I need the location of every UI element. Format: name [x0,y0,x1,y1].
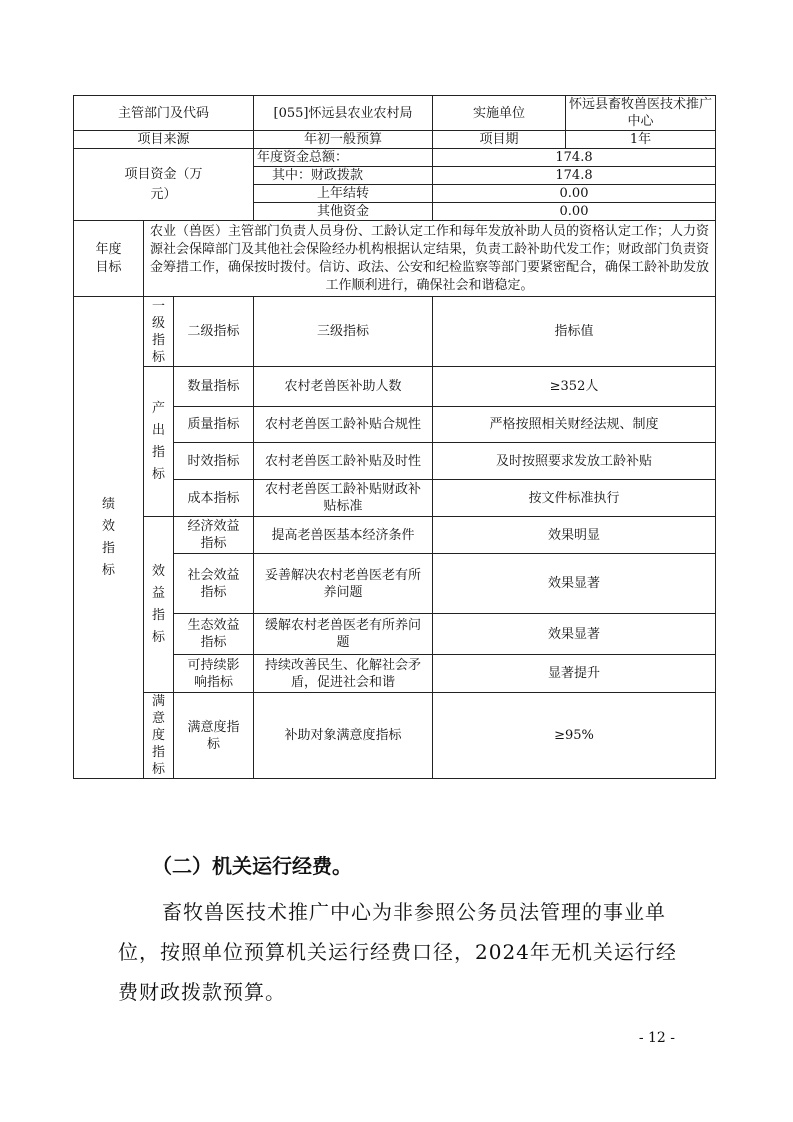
fund-row-label: 其中：财政拨款 [254,167,433,185]
level2-text: 经济效益指标 [187,519,240,551]
fund-row-value: 0.00 [433,185,716,203]
perf-label-text: 绩效指标 [101,496,115,578]
level3-text: 农村老兽医工龄补贴及时性 [264,453,421,469]
level3-cell [254,614,433,655]
source-label: 项目来源 [74,131,254,149]
output-label-text: 产出指标 [151,400,165,482]
level2-cell [174,693,254,779]
source-value: 年初一般预算 [254,131,433,149]
value-cell: 效果显著 [433,614,716,655]
impl-value: 怀远县畜牧兽医技术推广中心 [566,96,716,131]
fund-row-value: 174.8 [433,149,716,167]
dept-label: 主管部门及代码 [74,96,254,131]
value-cell: 显著提升 [433,655,716,693]
level2-text: 社会效益指标 [187,567,240,600]
level3-cell [254,407,433,443]
header-level1 [144,297,174,367]
goal-text: 农业（兽医）主管部门负责人员身份、工龄认定工作和每年发放补助人员的资格认定工作；人力资源社会保障部门及其他社会保险经办机构根据认定结果，负责工龄补助代发工作；财政部门负责资金筹措工作，确保按时拨付。信访、政法、公安和纪检监察等部门要紧密配合，确保工龄补助发放工作顺利进行，确保社会和谐稳定。 [144,221,716,297]
level3-text: 农村老兽医工龄补贴财政补贴标准 [264,482,421,514]
period-label: 项目期 [433,131,566,149]
value-cell: 效果明显 [433,517,716,554]
goal-label-text: 年度目标 [95,241,122,275]
level3-cell [254,554,433,614]
value-cell: 及时按照要求发放工龄补贴 [433,443,716,480]
fund-row-label: 年度资金总额： [254,149,433,167]
impl-label: 实施单位 [433,96,566,131]
value-cell: ≥352人 [433,367,716,407]
value-cell: ≥95% [433,693,716,779]
level3-cell [254,480,433,517]
page-number: - 12 - [638,1030,675,1046]
level3-cell [254,655,433,693]
level2-cell [174,554,254,614]
satisfaction-label [144,693,174,779]
level3-text: 持续改善民生、化解社会矛盾，促进社会和谐 [264,657,421,690]
level2-cell: 时效指标 [174,443,254,480]
funds-label [74,149,254,221]
section-paragraph: 畜牧兽医技术推广中心为非参照公务员法管理的事业单位，按照单位预算机关运行经费口径，2024年无机关运行经费财政拨款预算。 [118,900,677,1004]
level3-text: 农村老兽医工龄补贴合规性 [264,417,421,432]
value-cell: 效果显著 [433,554,716,614]
fund-row-value: 174.8 [433,167,716,185]
level3-cell [254,443,433,480]
satisfaction-label-text: 满意度指标 [151,694,165,777]
value-cell: 按文件标准执行 [433,480,716,517]
fund-row-label: 其他资金 [254,203,433,221]
fund-row-value: 0.00 [433,203,716,221]
level3-text: 缓解农村老兽医老有所养问题 [264,618,421,650]
level3-cell: 提高老兽医基本经济条件 [254,517,433,554]
level2-text: 生态效益指标 [187,618,240,650]
level3-cell: 补助对象满意度指标 [254,693,433,779]
header-level2: 二级指标 [174,297,254,367]
level2-cell [174,517,254,554]
level3-cell: 农村老兽医补助人数 [254,367,433,407]
level2-cell [174,614,254,655]
funds-label-text: 项目资金（万元） [124,166,203,202]
fund-row-label: 上年结转 [254,185,433,203]
header-level1-text: 一级指标 [151,298,165,365]
goal-label [74,221,144,297]
dept-value: [055]怀远县农业农村局 [254,96,433,131]
benefit-label [144,517,174,693]
output-label [144,367,174,517]
level2-text: 满意度指标 [187,719,240,752]
performance-table [73,95,716,779]
benefit-label-text: 效益指标 [151,563,165,645]
header-level3: 三级指标 [254,297,433,367]
section-heading: （二）机关运行经费。 [152,854,352,878]
header-value: 指标值 [433,297,716,367]
level2-cell: 成本指标 [174,480,254,517]
level3-text: 妥善解决农村老兽医老有所养问题 [264,567,421,600]
level2-text: 可持续影响指标 [187,657,240,690]
value-cell: 严格按照相关财经法规、制度 [433,407,716,443]
period-value: 1年 [566,131,716,149]
level2-cell [174,655,254,693]
level2-cell: 质量指标 [174,407,254,443]
perf-label [74,297,144,779]
level2-cell: 数量指标 [174,367,254,407]
